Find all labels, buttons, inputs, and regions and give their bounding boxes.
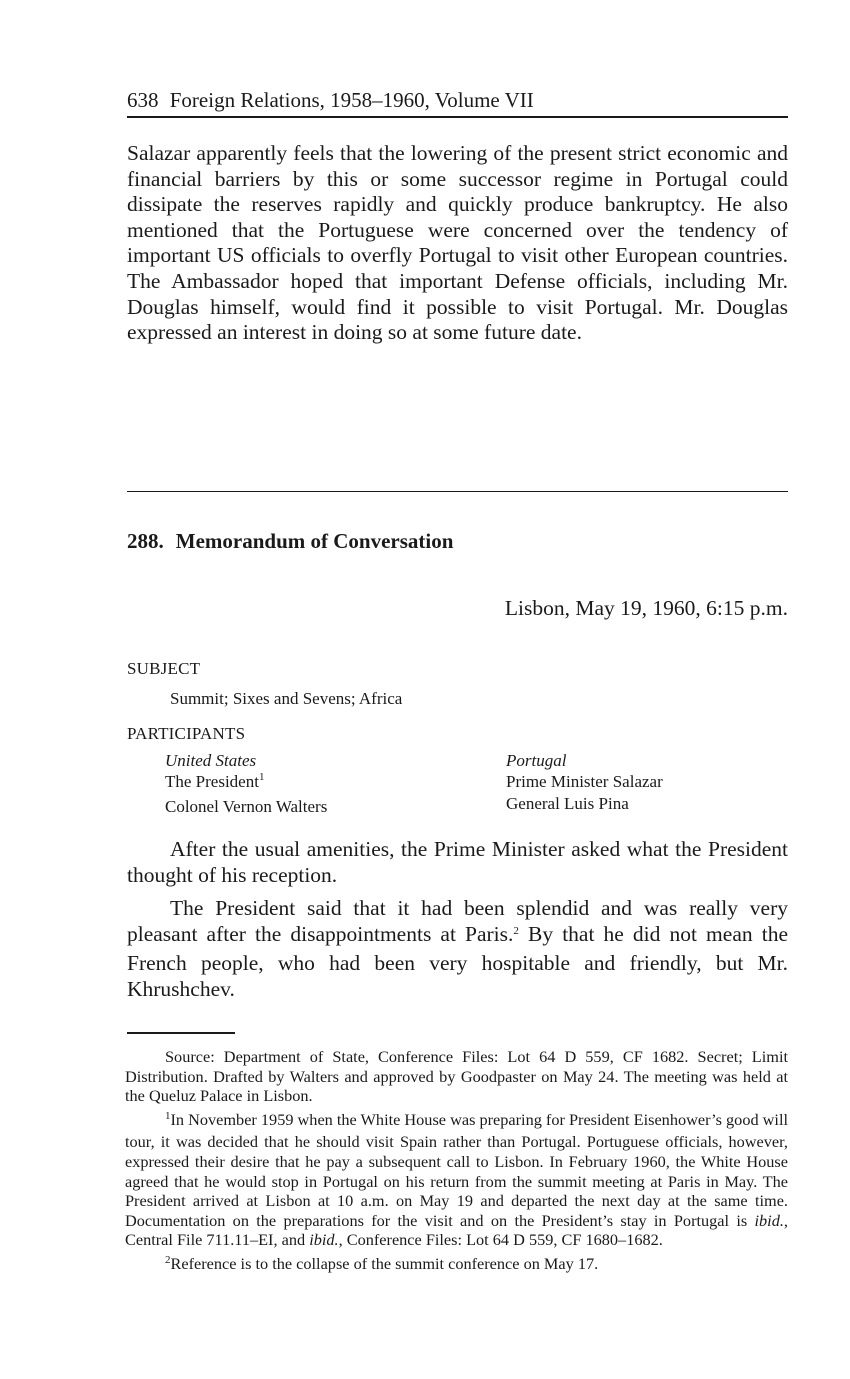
footnote-1-mark: 1 (165, 1109, 171, 1122)
running-header (127, 86, 788, 114)
portugal-heading: Portugal (506, 751, 567, 770)
page-number: 638 (127, 88, 159, 112)
source-note: Source: Department of State, Conference Files: Lot 64 D 559, CF 1682. Secret; Limit Distribution. Drafted by Walters and approved by Goodpaster on May 24. The meeting was held at the Queluz Palace in Lisbon. (125, 1047, 788, 1106)
body-paragraph-2 (127, 896, 788, 1002)
footnote-2 (125, 1254, 788, 1277)
document-title: Memorandum of Conversation (175, 529, 454, 553)
footnote-1-text-c: , Conference Files: Lot 64 D 559, CF 1680–1682. (338, 1230, 663, 1250)
footnote-2-mark: 2 (165, 1253, 171, 1266)
participant-pina: General Luis Pina (506, 793, 629, 813)
participant-president (165, 771, 327, 795)
footnote-1-ibid-a: ibid. (754, 1210, 784, 1230)
participant-salazar: Prime Minister Salazar (506, 772, 663, 792)
body-paragraph-1: After the usual amenities, the Prime Minister asked what the President thought of his reception. (127, 837, 788, 887)
header-rule (127, 116, 788, 118)
subject-text: Summit; Sixes and Sevens; Africa (170, 689, 403, 708)
continued-paragraph: Salazar apparently feels that the lowering of the present strict economic and financial barriers by this or some successor regime in Portugal could dissipate the reserves rapidly and quickly produce bankruptcy. He also mentioned that the Portuguese were concerned over the tendency of important US officials to overfly Portugal to visit other European countries. The Ambassador hoped that important Defense officials, including Mr. Douglas himself, would find it possible to visit Portugal. Mr. Douglas expressed an interest in doing so at some future date. (127, 141, 788, 345)
participant-name: The President (165, 772, 259, 792)
memorandum-body (127, 837, 788, 1011)
us-heading: United States (165, 751, 257, 770)
footnote-2-text: Reference is to the collapse of the summit conference on May 17. (170, 1253, 599, 1273)
footnotes (125, 1047, 788, 1281)
paragraph-2-text-a: The President said that it had been splendid and was really very pleasant after the disappointments at Paris. (127, 896, 788, 946)
footnote-ref-1: 1 (258, 771, 265, 784)
footnote-1-ibid-b: ibid. (309, 1230, 339, 1250)
participants-portugal-column (506, 750, 663, 814)
footnote-1 (125, 1110, 788, 1250)
running-title: Foreign Relations, 1958–1960, Volume VII (169, 88, 534, 112)
dateline: Lisbon, May 19, 1960, 6:15 p.m. (504, 596, 788, 620)
footnote-rule (127, 1032, 235, 1034)
paragraph-2-text-b: By that he did not mean the French people, who had been very hospitable and friendly, but Mr. Khrushchev. (127, 921, 788, 1001)
document-heading (127, 529, 453, 554)
participant-walters: Colonel Vernon Walters (165, 796, 328, 816)
footnote-1-text-a: In November 1959 when the White House was preparing for President Eisenhower’s good will tour, it was decided that he should visit Spain rather than Portugal. Portuguese officials, however, expressed their desire that he pay a subsequent call to Lisbon. In February 1960, the White House agreed that he would stop in Portugal on his return from the summit meeting at Paris in May. The President arrived at Lisbon at 10 a.m. on May 19 and departed the next day at the same time. Documentation on the preparations for the visit and on the President’s stay in Portugal is (125, 1109, 788, 1230)
document-number: 288. (127, 529, 164, 553)
participants-label: PARTICIPANTS (127, 724, 246, 743)
footnote-1-text-b: , Central File 711.11–EI, and (125, 1210, 788, 1250)
participants-us-column (165, 750, 327, 817)
section-divider (127, 491, 788, 492)
footnote-ref-2: 2 (513, 924, 519, 937)
subject-label: SUBJECT (127, 659, 201, 678)
